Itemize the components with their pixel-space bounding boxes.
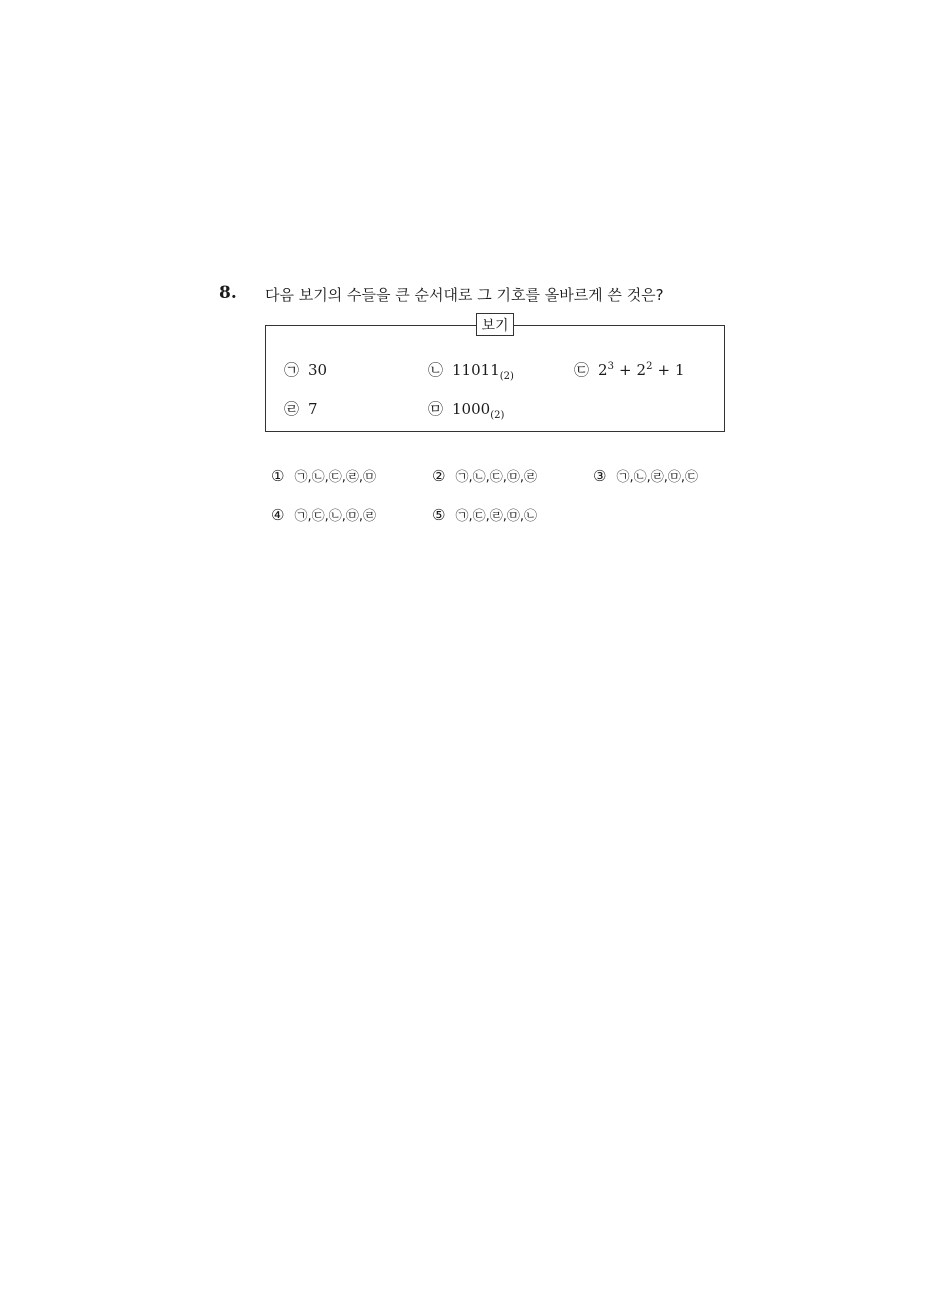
- bogi-label: 보기: [476, 313, 514, 336]
- answer-choice-5[interactable]: [432, 505, 537, 524]
- bogi-item-value: 1000: [452, 400, 491, 418]
- choice-sequence: ㉠,㉢,㉡,㉤,㉣: [294, 509, 376, 524]
- choice-sequence: ㉠,㉡,㉢,㉤,㉣: [455, 470, 537, 485]
- bogi-item-marker: ㉣: [284, 400, 300, 418]
- bogi-item-base: 2: [636, 361, 647, 379]
- answer-choice-1[interactable]: [271, 466, 376, 485]
- choice-sequence: ㉠,㉡,㉢,㉣,㉤: [294, 470, 376, 485]
- answer-choice-4[interactable]: [271, 505, 376, 524]
- bogi-item-d: [284, 398, 318, 419]
- bogi-item-exponent: 2: [646, 361, 653, 372]
- choice-number: ③: [593, 467, 607, 485]
- bogi-item-marker: ㉡: [428, 361, 444, 379]
- bogi-item-b: [428, 359, 514, 380]
- bogi-item-a: [284, 359, 327, 380]
- bogi-item-marker: ㉢: [574, 361, 590, 379]
- question-number: 8.: [219, 283, 237, 303]
- bogi-item-base: 2: [598, 361, 608, 379]
- bogi-item-value: 7: [308, 400, 318, 418]
- plus-sign: +: [618, 361, 632, 379]
- bogi-item-value: 11011: [452, 361, 500, 379]
- bogi-item-marker: ㉤: [428, 400, 444, 418]
- answer-choice-3[interactable]: [593, 466, 698, 485]
- bogi-item-e: [428, 398, 504, 419]
- choice-number: ②: [432, 467, 446, 485]
- bogi-item-subscript: (2): [499, 371, 514, 382]
- choice-number: ④: [271, 506, 285, 524]
- answer-choice-2[interactable]: [432, 466, 537, 485]
- plus-sign: +: [657, 361, 671, 379]
- bogi-item-subscript: (2): [490, 410, 505, 421]
- bogi-item-value: 30: [308, 361, 328, 379]
- bogi-item-value: 1: [675, 361, 685, 379]
- choice-sequence: ㉠,㉢,㉣,㉤,㉡: [455, 509, 537, 524]
- question-text: 다음 보기의 수들을 큰 순서대로 그 기호를 올바르게 쓴 것은?: [265, 286, 664, 304]
- bogi-item-marker: ㉠: [284, 361, 300, 379]
- bogi-item-c: [574, 359, 685, 380]
- choice-number: ⑤: [432, 506, 446, 524]
- choice-sequence: ㉠,㉡,㉣,㉤,㉢: [616, 470, 698, 485]
- choice-number: ①: [271, 467, 285, 485]
- bogi-item-exponent: 3: [607, 361, 614, 372]
